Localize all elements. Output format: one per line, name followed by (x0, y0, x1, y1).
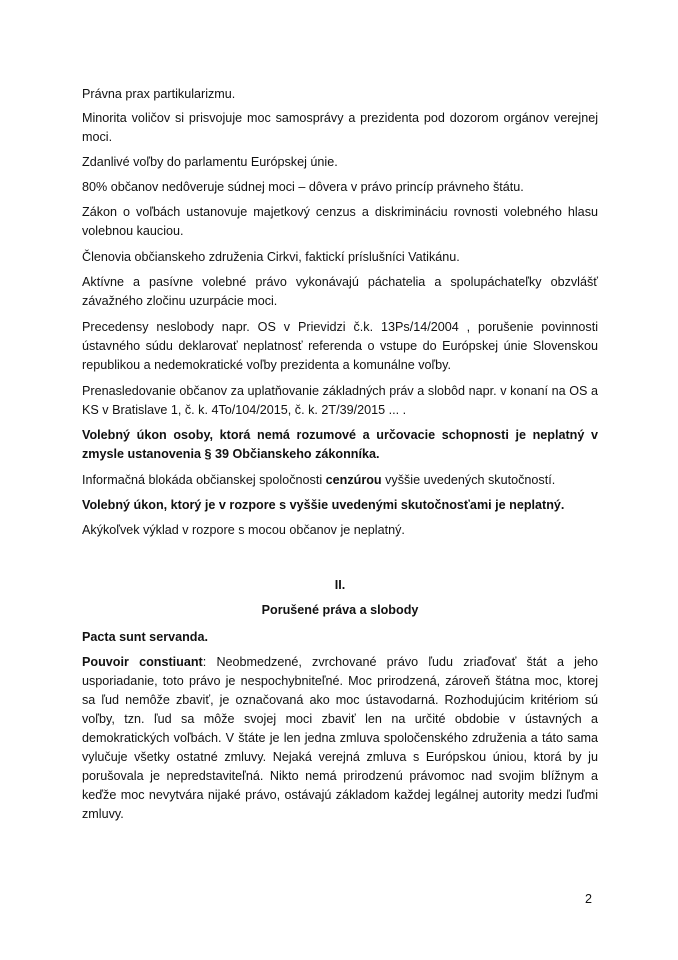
paragraph-aktivne-pasivne: Aktívne a pasívne volebné právo vykonávajú páchatelia a spolupáchateľky obzvlášť závažného zločinu uzurpácie moci. (82, 275, 598, 308)
pouvoir-body: Neobmedzené, zvrchované právo ľudu zriaďovať štát a jeho usporiadanie, toto právo je nespochybniteľné. Moc prirodzená, zároveň štátna moc, ktorej sa ľud nemôže zbaviť, je označovaná ako moc ústavodarná. Rozhodujúcim kritériom sú voľby, tzn. ľud sa môže svojej moci zbaviť len na určité obdobie v ústavných a demokratických voľbách. V štáte je len jedna zmluva spoločenského združenia a táto sama vylučuje všetky ostatné zmluvy. Nejaká verejná zmluva s Európskou úniou, ktorá by ju porušovala je nepredstaviteľná. Nikto nemá prirodzenú právomoc nad svojim blížnym a keďže moc nevytvára nijaké právo, ostávajú základom každej legálnej autority medzi ľuďmi zmluvy. (82, 655, 598, 821)
paragraph-precedensy: Precedensy neslobody napr. OS v Prievidzi č.k. 13Ps/14/2004 , porušenie povinnosti ústavného súdu deklarovať neplatnosť referenda o vstupe do Európskej únie Slovenskou republikou a nedemokratické voľby prezidenta a komunálne voľby. (82, 320, 598, 372)
pouvoir-term: Pouvoir constiuant (82, 655, 203, 669)
paragraph-pravna-prax: Právna prax partikularizmu. (82, 87, 236, 101)
censorship-text-after: vyššie uvedených skutočností. (381, 473, 556, 487)
paragraph-clenovia: Členovia občianskeho združenia Cirkvi, faktickí príslušníci Vatikánu. (82, 250, 460, 264)
section-title: Porušené práva a slobody (261, 603, 419, 617)
paragraph-volebny-ukon-rozpor: Volebný úkon, ktorý je v rozpore s vyššie uvedenými skutočnosťami je neplatný. (82, 498, 565, 512)
censorship-text-before: Informačná blokáda občianskej spoločnosti (82, 473, 326, 487)
paragraph-volebny-ukon-osoby: Volebný úkon osoby, ktorá nemá rozumové a určovacie schopnosti je neplatný v zmysle ustanovenia § 39 Občianskeho zákonníka. (82, 428, 598, 461)
page-number: 2 (585, 892, 593, 906)
pouvoir-colon: : (202, 655, 207, 669)
section-number: II. (334, 578, 346, 592)
paragraph-akykolvek-vyklad: Akýkoľvek výklad v rozpore s mocou občanov je neplatný. (82, 523, 405, 537)
paragraph-minorita: Minorita voličov si prisvojuje moc samosprávy a prezidenta pod dozorom orgánov verejnej moci. (82, 111, 598, 144)
paragraph-80-percent: 80% občanov nedôveruje súdnej moci – dôvera v právo princíp právneho štátu. (82, 180, 524, 194)
censorship-bold-word: cenzúrou (325, 473, 382, 487)
paragraph-prenasledovanie: Prenasledovanie občanov za uplatňovanie základných práv a slobôd napr. v konaní na OS a KS v Bratislave 1, č. k. 4To/104/2015, č. k. 2T/39/2015 ... . (82, 384, 598, 417)
paragraph-informacna-blokada (82, 471, 598, 490)
paragraph-pouvoir-constiuant (82, 653, 598, 824)
paragraph-zdanlive-volby: Zdanlivé voľby do parlamentu Európskej únie. (82, 155, 338, 169)
paragraph-zakon-o-volbach: Zákon o voľbách ustanovuje majetkový cenzus a diskrimináciu rovnosti volebného hlasu volebnou kauciou. (82, 205, 598, 238)
paragraph-pacta-sunt-servanda: Pacta sunt servanda. (82, 630, 208, 644)
